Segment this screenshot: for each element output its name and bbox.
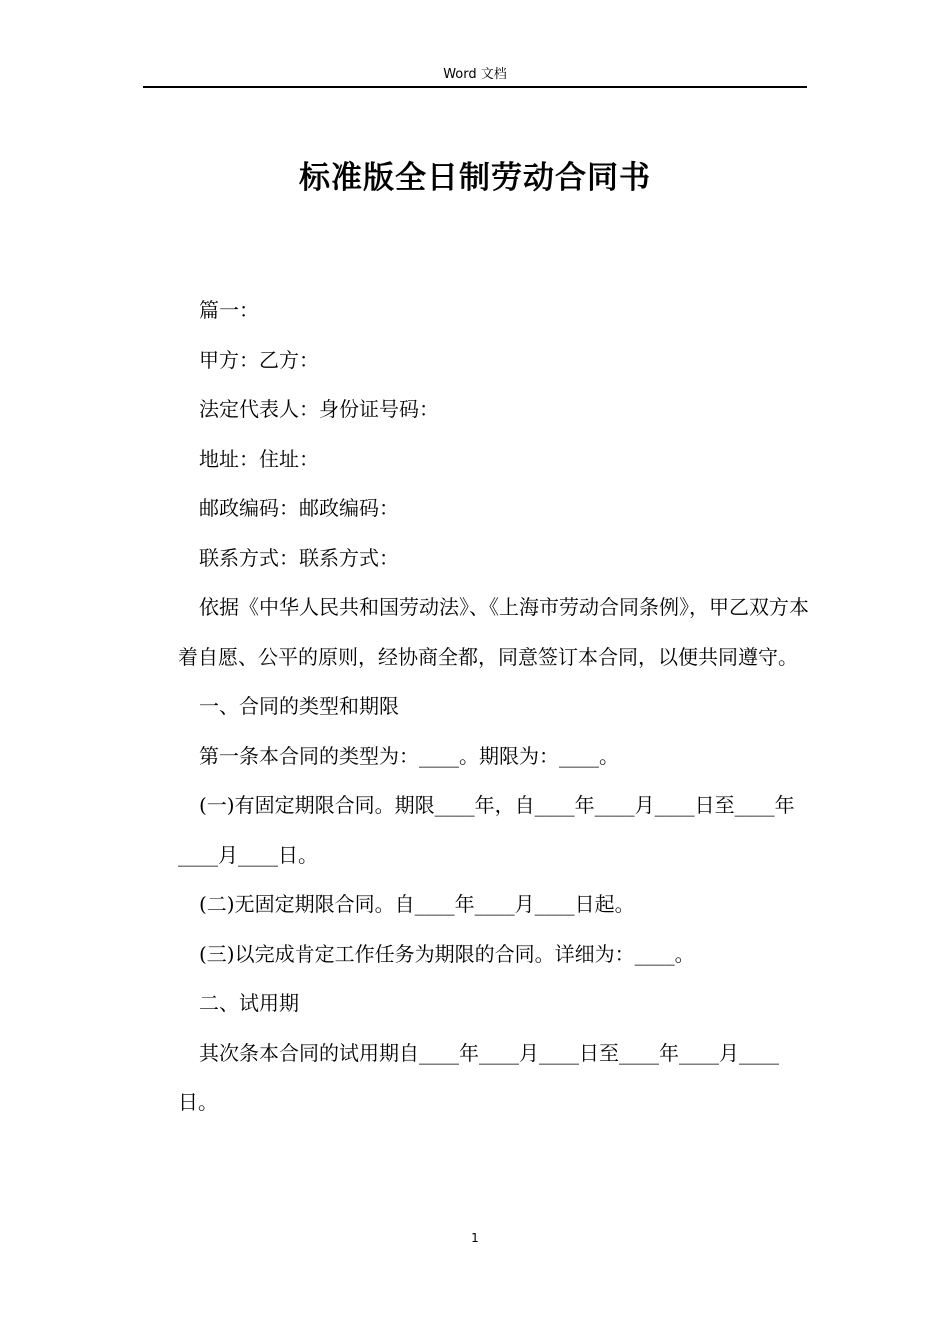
page-number: 1 xyxy=(471,1231,479,1245)
paragraph-open-term: (二)无固定期限合同。自____年____月____日起。 xyxy=(199,892,635,916)
section-heading-type-term: 一、合同的类型和期限 xyxy=(199,694,399,718)
paragraph-part-one: 篇一： xyxy=(199,298,259,322)
paragraph-contact: 联系方式：联系方式： xyxy=(199,545,399,570)
section-heading-probation: 二、试用期 xyxy=(199,991,299,1015)
paragraph-article-one: 第一条本合同的类型为：____。期限为：____。 xyxy=(199,743,619,768)
page-header-label: Word 文档 xyxy=(443,67,507,82)
paragraph-legal-rep: 法定代表人：身份证号码： xyxy=(199,397,439,421)
paragraph-postcode: 邮政编码：邮政编码： xyxy=(199,496,399,520)
header-divider xyxy=(143,86,807,88)
paragraph-parties: 甲方：乙方： xyxy=(199,347,319,372)
paragraph-address: 地址：住址： xyxy=(199,446,319,471)
paragraph-basis: 依据《中华人民共和国劳动法》、《上海市劳动合同条例》，甲乙双方本着自愿、公平的原则，经协商全都，同意签订本合同，以便共同遵守。 xyxy=(178,595,809,669)
document-title: 标准版全日制劳动合同书 xyxy=(299,160,651,196)
paragraph-article-two: 其次条本合同的试用期自____年____月____日至____年____月____日。 xyxy=(178,1040,779,1114)
document-body xyxy=(178,286,818,1128)
paragraph-task-term: (三)以完成肯定工作任务为期限的合同。详细为：____。 xyxy=(199,941,695,966)
paragraph-fixed-term: (一)有固定期限合同。期限____年，自____年____月____日至____年____月____日。 xyxy=(178,793,795,867)
